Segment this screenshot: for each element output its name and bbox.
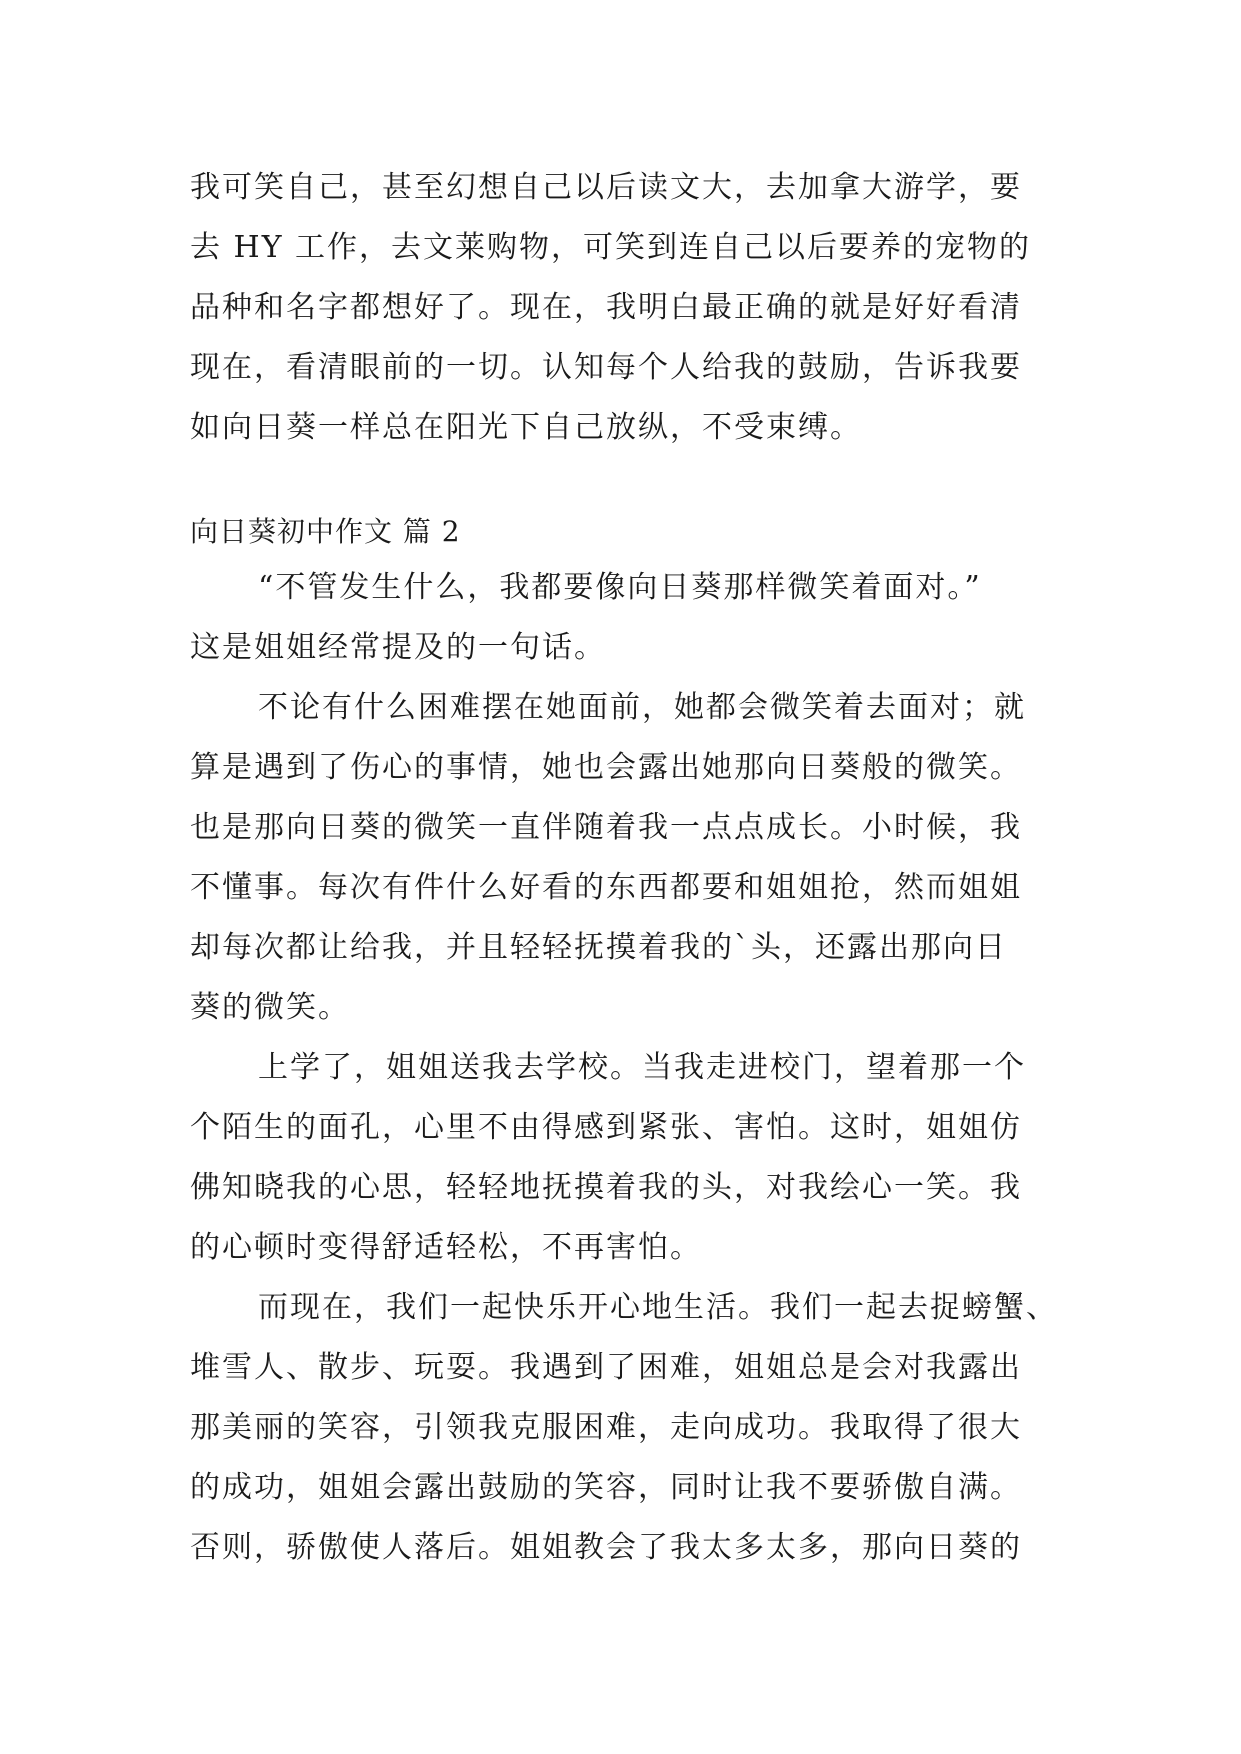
paragraph-line: 算是遇到了伤心的事情，她也会露出她那向日葵般的微笑。 (190, 750, 1022, 785)
paragraph-line: 不论有什么困难摆在她面前，她都会微笑着去面对；就 (258, 690, 1026, 725)
paragraph-line: 佛知晓我的心思，轻轻地抚摸着我的头，对我绘心一笑。我 (190, 1170, 1022, 1205)
paragraph-line: 的心顿时变得舒适轻松，不再害怕。 (190, 1230, 702, 1265)
paragraph-line: 现在，看清眼前的一切。认知每个人给我的鼓励，告诉我要 (190, 350, 1022, 385)
paragraph-line: 而现在，我们一起快乐开心地生活。我们一起去捉螃蟹、 (258, 1290, 1058, 1325)
paragraph-line: 的成功，姐姐会露出鼓励的笑容，同时让我不要骄傲自满。 (190, 1470, 1022, 1505)
paragraph-line: 如向日葵一样总在阳光下自己放纵，不受束缚。 (190, 410, 862, 445)
paragraph-line: 葵的微笑。 (190, 990, 350, 1025)
essay-body (190, 558, 1070, 1578)
paragraph-line: 上学了，姐姐送我去学校。当我走进校门，望着那一个 (258, 1050, 1026, 1085)
paragraph-line: 却每次都让给我，并且轻轻抚摸着我的`头，还露出那向日 (190, 930, 1007, 965)
paragraph-line: 堆雪人、散步、玩耍。我遇到了困难，姐姐总是会对我露出 (190, 1350, 1022, 1385)
paragraph-line: 个陌生的面孔，心里不由得感到紧张、害怕。这时，姐姐仿 (190, 1110, 1022, 1145)
paragraph-line: 品种和名字都想好了。现在，我明白最正确的就是好好看清 (190, 290, 1022, 325)
paragraph-line: “不管发生什么，我都要像向日葵那样微笑着面对。” (258, 570, 982, 605)
paragraph-line: 这是姐姐经常提及的一句话。 (190, 630, 606, 665)
intro-paragraph (190, 158, 1070, 458)
paragraph-line: 也是那向日葵的微笑一直伴随着我一点点成长。小时候，我 (190, 810, 1022, 845)
paragraph-line: 不懂事。每次有件什么好看的东西都要和姐姐抢，然而姐姐 (190, 870, 1022, 905)
paragraph-line: 那美丽的笑容，引领我克服困难，走向成功。我取得了很大 (190, 1410, 1022, 1445)
paragraph-line: 去 HY 工作，去文莱购物，可笑到连自己以后要养的宠物的 (190, 230, 1032, 265)
section-title: 向日葵初中作文 篇 2 (190, 515, 461, 548)
paragraph-line: 否则，骄傲使人落后。姐姐教会了我太多太多，那向日葵的 (190, 1530, 1022, 1565)
paragraph-line: 我可笑自己，甚至幻想自己以后读文大，去加拿大游学，要 (190, 170, 1022, 205)
